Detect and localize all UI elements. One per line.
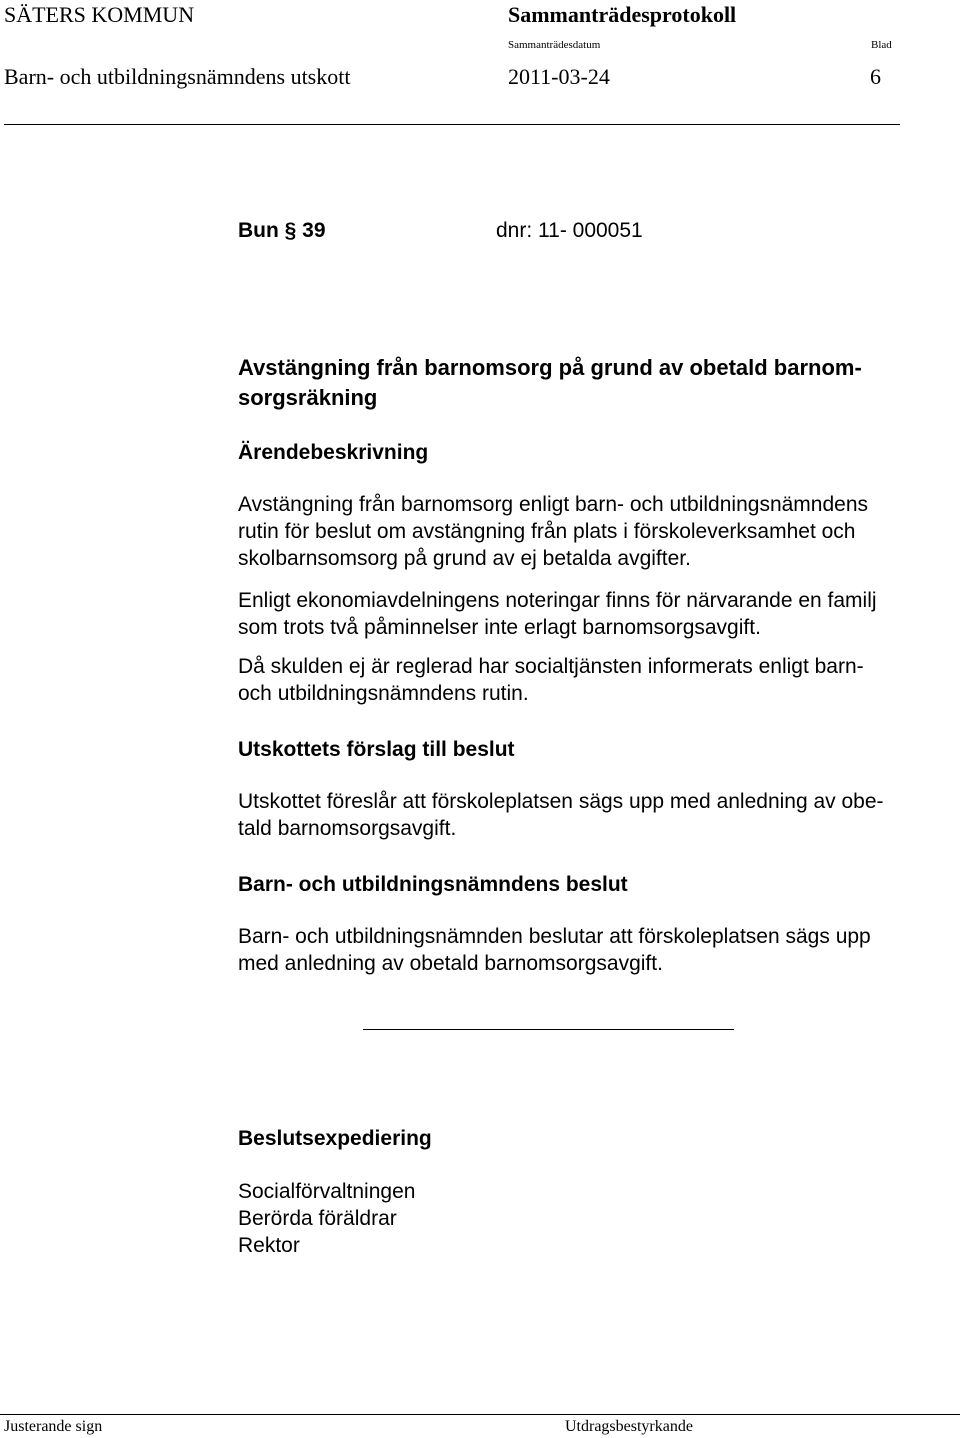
text-line: och utbildningsnämndens rutin. bbox=[238, 682, 529, 705]
text-line: Avstängning från barnomsorg enligt barn- och utbildningsnämndens bbox=[238, 493, 869, 516]
description-paragraph-2 bbox=[238, 587, 918, 641]
case-title bbox=[238, 353, 918, 413]
recipient: Berörda föräldrar bbox=[238, 1207, 397, 1230]
section-separator bbox=[363, 1029, 734, 1030]
text-line: skolbarnsomsorg på grund av ej betalda avgifter. bbox=[238, 547, 691, 570]
description-paragraph-1 bbox=[238, 491, 918, 572]
proposal-heading: Utskottets förslag till beslut bbox=[238, 738, 515, 761]
header-rule bbox=[4, 124, 900, 125]
case-title-line: Avstängning från barnomsorg på grund av obetald barnom- bbox=[238, 355, 862, 380]
org-name: SÄTERS KOMMUN bbox=[4, 2, 195, 27]
page-label: Blad bbox=[871, 39, 892, 51]
committee-name: Barn- och utbildningsnämndens utskott bbox=[4, 64, 351, 89]
case-title-line: sorgsräkning bbox=[238, 385, 378, 410]
text-line: Då skulden ej är reglerad har socialtjänsten informerats enligt barn- bbox=[238, 655, 864, 678]
recipient: Rektor bbox=[238, 1234, 300, 1257]
page-number: 6 bbox=[870, 64, 881, 89]
decision-heading: Barn- och utbildningsnämndens beslut bbox=[238, 873, 628, 896]
dispatch-heading: Beslutsexpediering bbox=[238, 1127, 432, 1150]
footer-initials-label: Justerande sign bbox=[4, 1418, 103, 1435]
description-heading: Ärendebeskrivning bbox=[238, 441, 429, 464]
text-line: tald barnomsorgsavgift. bbox=[238, 817, 457, 840]
text-line: Utskottet föreslår att förskoleplatsen sägs upp med anledning av obe- bbox=[238, 790, 884, 813]
proposal-paragraph bbox=[238, 788, 918, 842]
decision-paragraph bbox=[238, 923, 918, 977]
case-dnr: dnr: 11- 000051 bbox=[496, 219, 643, 242]
text-line: Barn- och utbildningsnämnden beslutar att förskoleplatsen sägs upp bbox=[238, 925, 871, 948]
recipient: Socialförvaltningen bbox=[238, 1180, 416, 1203]
text-line: Enligt ekonomiavdelningens noteringar finns för närvarande en familj bbox=[238, 589, 877, 612]
footer-rule bbox=[0, 1414, 960, 1415]
text-line: som trots två påminnelser inte erlagt barnomsorgsavgift. bbox=[238, 616, 761, 639]
dispatch-recipients bbox=[238, 1178, 918, 1259]
document-type: Sammanträdesprotokoll bbox=[508, 2, 737, 27]
footer-certification-label: Utdragsbestyrkande bbox=[565, 1418, 693, 1435]
description-paragraph-3 bbox=[238, 653, 918, 707]
date-label: Sammanträdesdatum bbox=[508, 39, 601, 51]
case-number: Bun § 39 bbox=[238, 219, 326, 242]
text-line: med anledning av obetald barnomsorgsavgift. bbox=[238, 952, 663, 975]
meeting-date: 2011-03-24 bbox=[508, 64, 610, 89]
text-line: rutin för beslut om avstängning från plats i förskoleverksamhet och bbox=[238, 520, 856, 543]
